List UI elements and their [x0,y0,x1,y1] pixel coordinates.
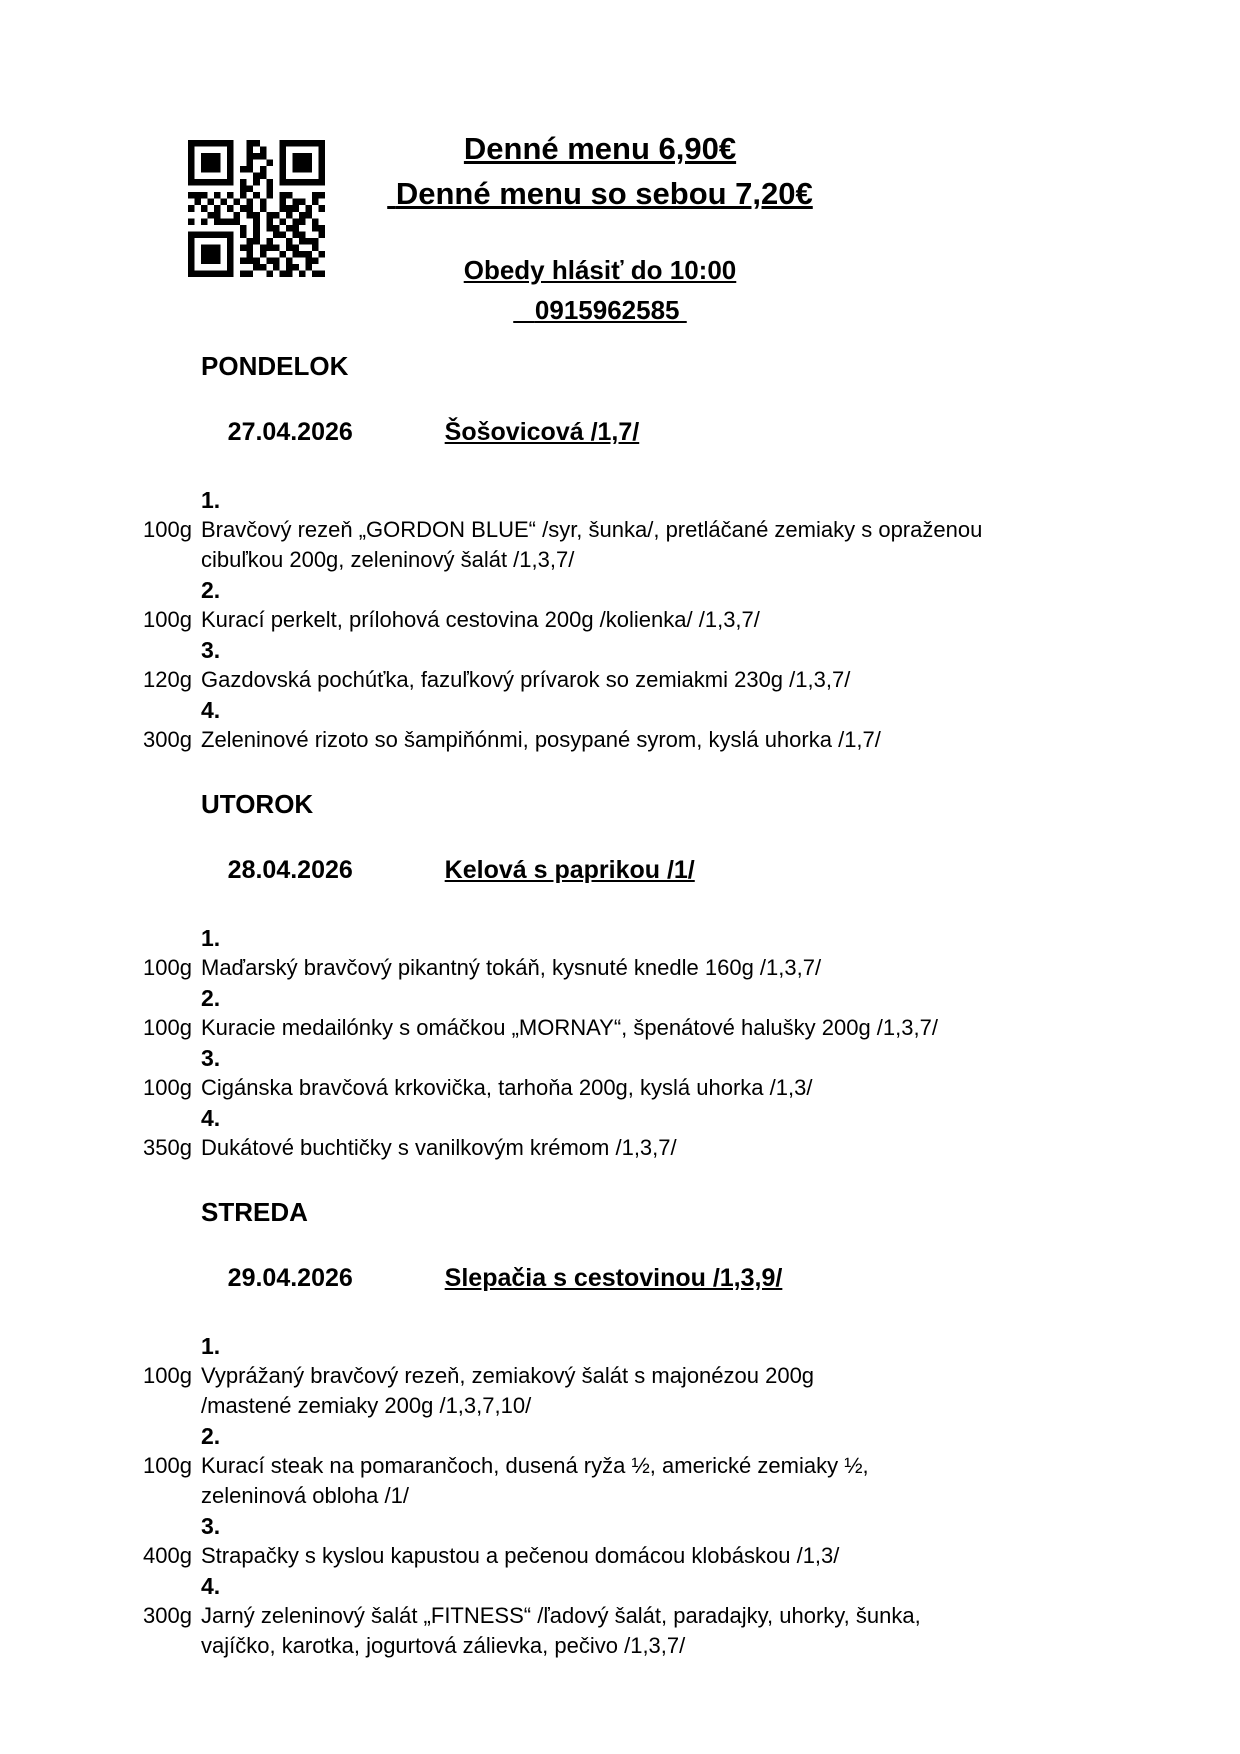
day-section [143,350,1183,755]
item-number: 1. [201,925,221,951]
item-text-line: zeleninová obloha /1/ [201,1483,409,1508]
day-date: 29.04.2026 [227,1264,353,1292]
day-items [143,485,1183,755]
item-text-line: vajíčko, karotka, jogurtová zálievka, pečivo /1,3,7/ [201,1633,686,1658]
phone-number [0,290,1200,330]
item-text-line: Dukátové buchtičky s vanilkovým krémom /1,3,7/ [201,1135,677,1160]
item-row [143,725,1183,755]
item-text-line: Cigánska bravčová krkovička, tarhoňa 200g, kyslá uhorka /1,3/ [201,1075,813,1100]
takeaway-price-title-text: Denné menu so sebou 7,20€ [395,176,813,211]
order-deadline-note-text: Obedy hlásiť do 10:00 [463,255,737,285]
menu-item [143,923,1183,983]
day-items [143,923,1183,1163]
takeaway-price-title [0,171,1200,216]
item-number: 3. [201,1045,221,1071]
item-text [201,1361,1183,1421]
item-weight: 400g [143,1543,192,1568]
item-text [201,953,1183,983]
day-name: STREDA [201,1197,308,1227]
item-number: 3. [201,637,221,663]
item-row [143,1013,1183,1043]
phone-number-text: 0915962585 [534,295,680,325]
day-header-row [201,821,1183,923]
day-name: UTOROK [201,789,314,819]
menu-item [143,1571,1183,1661]
item-weight: 100g [143,955,192,980]
item-text [201,605,1183,635]
item-number: 4. [201,1105,221,1131]
item-text [201,1013,1183,1043]
day-name: PONDELOK [201,351,349,381]
item-row [143,1133,1183,1163]
item-text [201,1601,1183,1661]
menu-item [143,485,1183,575]
menu-price-title [0,126,1200,171]
item-row [143,1601,1183,1661]
day-header-row [201,1229,1183,1331]
item-text-line: Vyprážaný bravčový rezeň, zemiakový šalát s majonézou 200g [201,1363,815,1388]
item-text-line: Gazdovská pochúťka, fazuľkový prívarok so zemiakmi 230g /1,3,7/ [201,667,851,692]
item-text-line: /mastené zemiaky 200g /1,3,7,10/ [201,1393,532,1418]
item-number: 3. [201,1513,221,1539]
menu-item [143,1331,1183,1421]
day-soup: Slepačia s cestovinou /1,3,9/ [444,1264,783,1292]
item-row [143,515,1183,575]
document-header [0,126,1200,330]
menu-item [143,1421,1183,1511]
menu-item [143,1043,1183,1103]
item-text [201,1133,1183,1163]
item-number: 2. [201,985,221,1011]
menu-item [143,1103,1183,1163]
menu-price-title-text: Denné menu 6,90€ [463,131,737,166]
item-row [143,665,1183,695]
menu [143,350,1183,1694]
day-header-row [201,383,1183,485]
item-row [143,1361,1183,1421]
item-text [201,725,1183,755]
item-number: 1. [201,487,221,513]
item-text-line: cibuľkou 200g, zeleninový šalát /1,3,7/ [201,547,575,572]
menu-item [143,695,1183,755]
item-weight: 100g [143,1363,192,1388]
day-soup: Šošovicová /1,7/ [444,418,640,446]
item-number: 4. [201,1573,221,1599]
day-date: 28.04.2026 [227,856,353,884]
item-row [143,1073,1183,1103]
item-row [143,605,1183,635]
item-number: 2. [201,577,221,603]
order-deadline-note [0,250,1200,290]
item-weight: 300g [143,727,192,752]
item-text-line: Kuracie medailónky s omáčkou „MORNAY“, špenátové halušky 200g /1,3,7/ [201,1015,938,1040]
menu-item [143,1511,1183,1571]
item-weight: 100g [143,1015,192,1040]
item-row [143,1451,1183,1511]
item-weight: 100g [143,607,192,632]
day-section [143,1196,1183,1661]
day-items [143,1331,1183,1661]
item-number: 4. [201,697,221,723]
item-text [201,1451,1183,1511]
item-weight: 100g [143,1075,192,1100]
item-text-line: Kurací perkelt, prílohová cestovina 200g /kolienka/ /1,3,7/ [201,607,760,632]
menu-item [143,575,1183,635]
item-row [143,953,1183,983]
item-text [201,665,1183,695]
item-text-line: Kurací steak na pomarančoch, dusená ryža ½, americké zemiaky ½, [201,1453,869,1478]
item-text-line: Maďarský bravčový pikantný tokáň, kysnuté knedle 160g /1,3,7/ [201,955,822,980]
menu-item [143,983,1183,1043]
menu-item [143,635,1183,695]
item-text-line: Bravčový rezeň „GORDON BLUE“ /syr, šunka/, pretláčané zemiaky s opraženou [201,517,983,542]
item-text [201,1073,1183,1103]
item-text-line: Strapačky s kyslou kapustou a pečenou domácou klobáskou /1,3/ [201,1543,840,1568]
item-number: 1. [201,1333,221,1359]
item-weight: 100g [143,1453,192,1478]
item-text [201,515,1183,575]
item-text-line: Jarný zeleninový šalát „FITNESS“ /ľadový šalát, paradajky, uhorky, šunka, [201,1603,921,1628]
item-weight: 120g [143,667,192,692]
item-number: 2. [201,1423,221,1449]
item-weight: 350g [143,1135,192,1160]
day-date: 27.04.2026 [227,418,353,446]
day-soup: Kelová s paprikou /1/ [444,856,695,884]
item-row [143,1541,1183,1571]
day-section [143,788,1183,1163]
item-weight: 100g [143,517,192,542]
item-text [201,1541,1183,1571]
item-weight: 300g [143,1603,192,1628]
item-text-line: Zeleninové rizoto so šampiňónmi, posypané syrom, kyslá uhorka /1,7/ [201,727,881,752]
